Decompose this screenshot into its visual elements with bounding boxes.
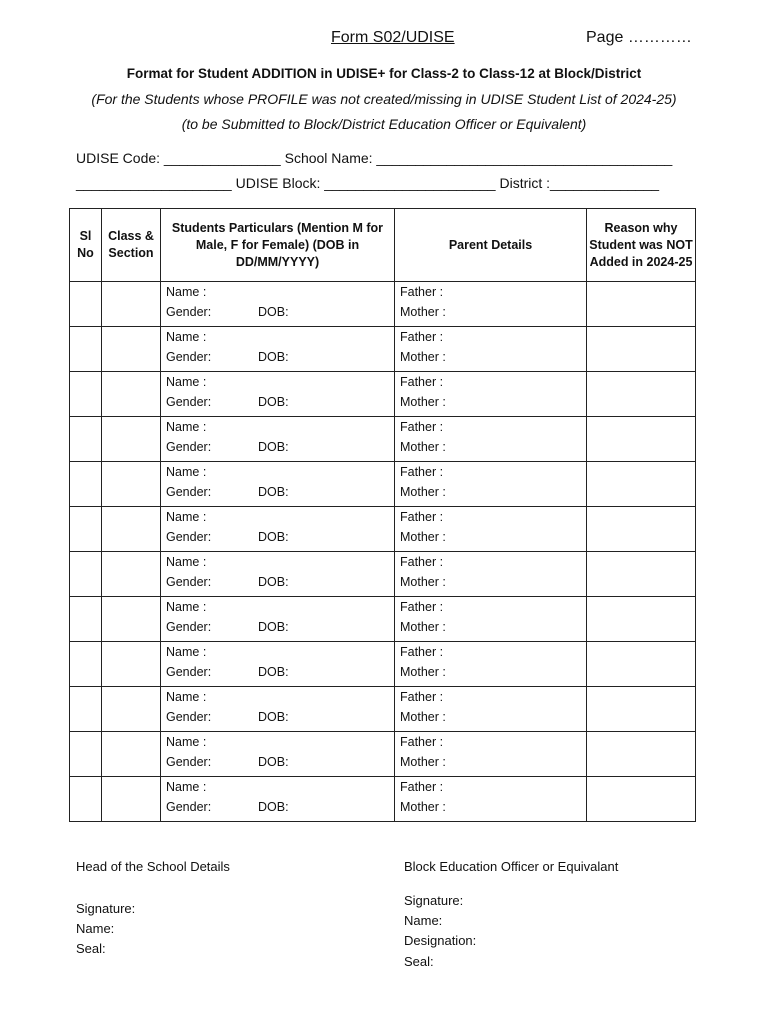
student-particulars-cell[interactable] bbox=[161, 687, 395, 732]
reason-cell[interactable] bbox=[587, 462, 696, 507]
sl-no-cell[interactable] bbox=[70, 372, 102, 417]
class-section-cell[interactable] bbox=[102, 327, 161, 372]
class-section-cell[interactable] bbox=[102, 732, 161, 777]
name-label: Name : bbox=[166, 510, 207, 524]
parent-details-cell[interactable] bbox=[395, 327, 587, 372]
header-parent-details: Parent Details bbox=[395, 209, 587, 282]
father-label: Father : bbox=[400, 465, 444, 479]
reason-cell[interactable] bbox=[587, 687, 696, 732]
name-label: Name : bbox=[166, 465, 207, 479]
student-particulars-cell[interactable] bbox=[161, 417, 395, 462]
sl-no-cell[interactable] bbox=[70, 282, 102, 327]
name-label: Name : bbox=[166, 330, 207, 344]
student-particulars-cell[interactable] bbox=[161, 777, 395, 822]
mother-label: Mother : bbox=[400, 440, 446, 454]
beo-signature-label: Signature: bbox=[404, 893, 464, 908]
reason-cell[interactable] bbox=[587, 327, 696, 372]
class-section-cell[interactable] bbox=[102, 417, 161, 462]
class-section-cell[interactable] bbox=[102, 597, 161, 642]
gender-label: Gender: bbox=[166, 755, 212, 769]
gender-label: Gender: bbox=[166, 710, 212, 724]
header-class-section: Class & Section bbox=[102, 209, 161, 282]
parent-details-cell[interactable] bbox=[395, 687, 587, 732]
dob-label: DOB: bbox=[258, 755, 289, 769]
name-label: Name : bbox=[166, 285, 207, 299]
sl-no-cell[interactable] bbox=[70, 327, 102, 372]
reason-cell[interactable] bbox=[587, 417, 696, 462]
sl-no-cell[interactable] bbox=[70, 462, 102, 507]
parent-details-cell[interactable] bbox=[395, 282, 587, 327]
beo-name-label: Name: bbox=[404, 913, 443, 928]
parent-details-cell[interactable] bbox=[395, 372, 587, 417]
dob-label: DOB: bbox=[258, 575, 289, 589]
reason-cell[interactable] bbox=[587, 597, 696, 642]
sl-no-cell[interactable] bbox=[70, 417, 102, 462]
parent-details-cell[interactable] bbox=[395, 417, 587, 462]
table-row bbox=[70, 507, 696, 552]
student-particulars-cell[interactable] bbox=[161, 552, 395, 597]
dob-label: DOB: bbox=[258, 485, 289, 499]
class-section-cell[interactable] bbox=[102, 462, 161, 507]
name-label: Name : bbox=[166, 375, 207, 389]
page-number-label: Page ………… bbox=[586, 29, 692, 46]
parent-details-cell[interactable] bbox=[395, 642, 587, 687]
dob-label: DOB: bbox=[258, 440, 289, 454]
table-row bbox=[70, 597, 696, 642]
student-particulars-cell[interactable] bbox=[161, 507, 395, 552]
header-reason: Reason why Student was NOT Added in 2024-25 bbox=[587, 209, 696, 282]
mother-label: Mother : bbox=[400, 530, 446, 544]
table-row bbox=[70, 282, 696, 327]
beo-seal-label: Seal: bbox=[404, 954, 434, 969]
mother-label: Mother : bbox=[400, 305, 446, 319]
table-row bbox=[70, 552, 696, 597]
name-label: Name : bbox=[166, 600, 207, 614]
sl-no-cell[interactable] bbox=[70, 687, 102, 732]
dob-label: DOB: bbox=[258, 395, 289, 409]
sl-no-cell[interactable] bbox=[70, 642, 102, 687]
reason-cell[interactable] bbox=[587, 732, 696, 777]
head-signature-label: Signature: bbox=[76, 901, 136, 916]
father-label: Father : bbox=[400, 330, 444, 344]
dob-label: DOB: bbox=[258, 305, 289, 319]
student-particulars-cell[interactable] bbox=[161, 732, 395, 777]
student-particulars-cell[interactable] bbox=[161, 372, 395, 417]
father-label: Father : bbox=[400, 645, 444, 659]
mother-label: Mother : bbox=[400, 800, 446, 814]
parent-details-cell[interactable] bbox=[395, 732, 587, 777]
udise-code-school-name-line: UDISE Code: _______________ School Name: ______________________________________ bbox=[76, 150, 673, 166]
parent-details-cell[interactable] bbox=[395, 462, 587, 507]
sl-no-cell[interactable] bbox=[70, 507, 102, 552]
sl-no-cell[interactable] bbox=[70, 777, 102, 822]
udise-block-district-line: ____________________ UDISE Block: ______________________ District :______________ bbox=[76, 175, 660, 191]
gender-label: Gender: bbox=[166, 350, 212, 364]
dob-label: DOB: bbox=[258, 620, 289, 634]
student-particulars-cell[interactable] bbox=[161, 642, 395, 687]
head-of-school-title: Head of the School Details bbox=[76, 859, 230, 874]
father-label: Father : bbox=[400, 690, 444, 704]
table-row bbox=[70, 642, 696, 687]
table-row bbox=[70, 417, 696, 462]
class-section-cell[interactable] bbox=[102, 507, 161, 552]
form-subtitle-profile: (For the Students whose PROFILE was not created/missing in UDISE Student List of 2024-25) bbox=[91, 91, 677, 107]
beo-title: Block Education Officer or Equivalant bbox=[404, 859, 619, 874]
table-row bbox=[70, 462, 696, 507]
sl-no-cell[interactable] bbox=[70, 597, 102, 642]
class-section-cell[interactable] bbox=[102, 687, 161, 732]
father-label: Father : bbox=[400, 510, 444, 524]
class-section-cell[interactable] bbox=[102, 777, 161, 822]
gender-label: Gender: bbox=[166, 575, 212, 589]
name-label: Name : bbox=[166, 420, 207, 434]
table-row bbox=[70, 732, 696, 777]
gender-label: Gender: bbox=[166, 620, 212, 634]
reason-cell[interactable] bbox=[587, 552, 696, 597]
student-particulars-cell[interactable] bbox=[161, 327, 395, 372]
student-addition-table bbox=[69, 208, 696, 822]
reason-cell[interactable] bbox=[587, 777, 696, 822]
mother-label: Mother : bbox=[400, 710, 446, 724]
class-section-cell[interactable] bbox=[102, 372, 161, 417]
parent-details-cell[interactable] bbox=[395, 552, 587, 597]
table-row bbox=[70, 777, 696, 822]
name-label: Name : bbox=[166, 735, 207, 749]
mother-label: Mother : bbox=[400, 665, 446, 679]
sl-no-cell[interactable] bbox=[70, 552, 102, 597]
reason-cell[interactable] bbox=[587, 282, 696, 327]
name-label: Name : bbox=[166, 555, 207, 569]
name-label: Name : bbox=[166, 690, 207, 704]
gender-label: Gender: bbox=[166, 395, 212, 409]
mother-label: Mother : bbox=[400, 350, 446, 364]
class-section-cell[interactable] bbox=[102, 552, 161, 597]
parent-details-cell[interactable] bbox=[395, 507, 587, 552]
father-label: Father : bbox=[400, 735, 444, 749]
father-label: Father : bbox=[400, 555, 444, 569]
dob-label: DOB: bbox=[258, 530, 289, 544]
table-row bbox=[70, 327, 696, 372]
form-subtitle-submission: (to be Submitted to Block/District Education Officer or Equivalent) bbox=[181, 116, 587, 132]
head-name-label: Name: bbox=[76, 921, 115, 936]
student-particulars-cell[interactable] bbox=[161, 462, 395, 507]
father-label: Father : bbox=[400, 375, 444, 389]
form-heading: Format for Student ADDITION in UDISE+ for Class-2 to Class-12 at Block/District bbox=[126, 66, 642, 81]
table-header-row bbox=[70, 209, 696, 282]
reason-cell[interactable] bbox=[587, 372, 696, 417]
mother-label: Mother : bbox=[400, 485, 446, 499]
name-label: Name : bbox=[166, 780, 207, 794]
mother-label: Mother : bbox=[400, 575, 446, 589]
dob-label: DOB: bbox=[258, 665, 289, 679]
table-row bbox=[70, 687, 696, 732]
father-label: Father : bbox=[400, 600, 444, 614]
father-label: Father : bbox=[400, 285, 444, 299]
table-row bbox=[70, 372, 696, 417]
mother-label: Mother : bbox=[400, 395, 446, 409]
sl-no-cell[interactable] bbox=[70, 732, 102, 777]
reason-cell[interactable] bbox=[587, 507, 696, 552]
header-student-particulars: Students Particulars (Mention M for Male, F for Female) (DOB in DD/MM/YYYY) bbox=[161, 209, 395, 282]
gender-label: Gender: bbox=[166, 800, 212, 814]
student-particulars-cell[interactable] bbox=[161, 282, 395, 327]
student-particulars-cell[interactable] bbox=[161, 597, 395, 642]
father-label: Father : bbox=[400, 420, 444, 434]
gender-label: Gender: bbox=[166, 665, 212, 679]
mother-label: Mother : bbox=[400, 620, 446, 634]
header-sl-no: Sl No bbox=[70, 209, 102, 282]
beo-designation-label: Designation: bbox=[404, 933, 477, 948]
mother-label: Mother : bbox=[400, 755, 446, 769]
father-label: Father : bbox=[400, 780, 444, 794]
dob-label: DOB: bbox=[258, 800, 289, 814]
gender-label: Gender: bbox=[166, 440, 212, 454]
gender-label: Gender: bbox=[166, 305, 212, 319]
dob-label: DOB: bbox=[258, 350, 289, 364]
class-section-cell[interactable] bbox=[102, 282, 161, 327]
gender-label: Gender: bbox=[166, 485, 212, 499]
reason-cell[interactable] bbox=[587, 642, 696, 687]
parent-details-cell[interactable] bbox=[395, 597, 587, 642]
dob-label: DOB: bbox=[258, 710, 289, 724]
name-label: Name : bbox=[166, 645, 207, 659]
parent-details-cell[interactable] bbox=[395, 777, 587, 822]
form-title: Form S02/UDISE bbox=[331, 29, 455, 46]
class-section-cell[interactable] bbox=[102, 642, 161, 687]
head-seal-label: Seal: bbox=[76, 941, 106, 956]
gender-label: Gender: bbox=[166, 530, 212, 544]
